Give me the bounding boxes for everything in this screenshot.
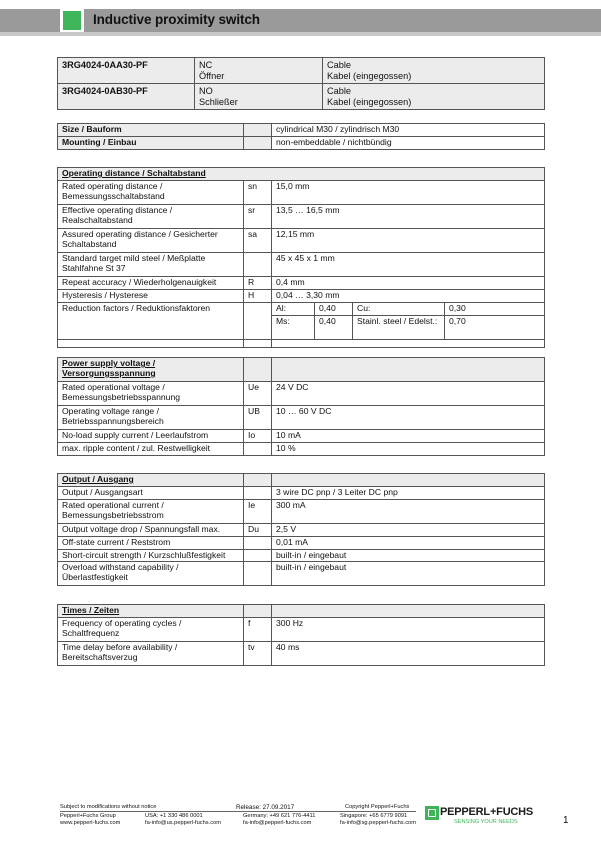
spec-label: Mounting / Einbau — [58, 136, 244, 149]
spec-value: 0,01 mA — [272, 536, 545, 549]
footer-de-mail[interactable]: fa-info@pepperl-fuchs.com — [243, 820, 312, 827]
table-row — [58, 549, 545, 562]
footer-sg-phone: Singapore: +65 6779 9091 — [340, 813, 408, 819]
spec-symbol: UB — [244, 406, 272, 430]
section-heading: Power supply voltage / Versorgungsspannung — [58, 358, 545, 382]
reduction-ms-label: Ms: — [272, 315, 315, 339]
table-row — [58, 641, 545, 665]
spec-label: Output / Ausgangsart — [58, 486, 244, 499]
footer-group: Pepperl+Fuchs Group — [60, 813, 116, 819]
output-table — [57, 473, 545, 586]
spec-value: 300 mA — [272, 499, 545, 523]
spec-label: Repeat accuracy / Wiederholgenauigkeit — [58, 276, 244, 289]
spec-symbol: Ie — [244, 499, 272, 523]
spec-symbol: H — [244, 289, 272, 302]
reduction-ms-value: 0,40 — [315, 315, 353, 339]
spec-symbol: tv — [244, 641, 272, 665]
footer-usa-phone: USA: +1 330 486 0001 — [145, 813, 203, 819]
table-row — [58, 499, 545, 523]
variant-connection: Cable Kabel (eingegossen) — [323, 84, 545, 110]
table-row — [58, 302, 545, 315]
footer-de-phone: Germany: +49 621 776-4411 — [243, 813, 316, 819]
table-row — [58, 289, 545, 302]
spec-symbol — [244, 252, 272, 276]
section-heading: Output / Ausgang — [58, 474, 545, 487]
spec-value: built-in / eingebaut — [272, 562, 545, 586]
spec-value: 40 ms — [272, 641, 545, 665]
table-row — [58, 252, 545, 276]
spec-symbol: sn — [244, 180, 272, 204]
page-number: 1 — [563, 815, 569, 826]
spec-symbol: f — [244, 617, 272, 641]
spec-label: Reduction factors / Reduktionsfaktoren — [58, 302, 244, 339]
spec-value: 10 % — [272, 442, 545, 455]
spec-value: 15,0 mm — [272, 180, 545, 204]
reduction-cu-value: 0,30 — [445, 302, 545, 315]
spec-label: max. ripple content / zul. Restwelligkeit — [58, 442, 244, 455]
spec-label: Frequency of operating cycles / Schaltfrequenz — [58, 617, 244, 641]
variant-contact: NO Schließer — [195, 84, 323, 110]
table-row — [58, 84, 545, 110]
spec-value: 45 x 45 x 1 mm — [272, 252, 545, 276]
spec-label: Assured operating distance / Gesicherter Schaltabstand — [58, 228, 244, 252]
section-heading: Operating distance / Schaltabstand — [58, 168, 545, 181]
brand-name: PEPPERL+FUCHS — [440, 806, 534, 818]
footer-usa — [145, 813, 221, 827]
footer-germany — [243, 813, 315, 827]
reduction-steel-label: Stainl. steel / Edelst.: — [353, 315, 445, 339]
spec-value: 0,4 mm — [272, 276, 545, 289]
table-row — [58, 562, 545, 586]
spec-label: Rated operating distance / Bemessungsschaltabstand — [58, 180, 244, 204]
brand-slogan: SENSING YOUR NEEDS — [454, 819, 518, 825]
section-heading: Times / Zeiten — [58, 605, 545, 618]
spec-label: Short-circuit strength / Kurzschlußfestigkeit — [58, 549, 244, 562]
reduction-cu-label: Cu: — [353, 302, 445, 315]
variant-code: 3RG4024-0AA30-PF — [58, 58, 195, 84]
spec-label: No-load supply current / Leerlaufstrom — [58, 430, 244, 443]
footer-company — [60, 813, 120, 827]
spec-value: 2,5 V — [272, 523, 545, 536]
spec-value: 13,5 … 16,5 mm — [272, 204, 545, 228]
table-row — [58, 124, 545, 137]
footer-web[interactable]: www.pepperl-fuchs.com — [60, 820, 121, 827]
spec-label: Operating voltage range / Betriebsspannungsbereich — [58, 406, 244, 430]
table-row — [58, 617, 545, 641]
footer-release: Release: 27.09.2017 — [236, 804, 295, 811]
spec-label: Time delay before availability / Bereitschaftsverzug — [58, 641, 244, 665]
variants-table — [57, 57, 545, 110]
spec-label: Output voltage drop / Spannungsfall max. — [58, 523, 244, 536]
power-supply-table — [57, 357, 545, 456]
spec-label: Rated operational current / Bemessungsbetriebsstrom — [58, 499, 244, 523]
header-bar — [0, 9, 601, 32]
spec-value: 3 wire DC pnp / 3 Leiter DC pnp — [272, 486, 545, 499]
table-row — [58, 136, 545, 149]
reduction-al-value: 0,40 — [315, 302, 353, 315]
spec-label: Size / Bauform — [58, 124, 244, 137]
operating-distance-table — [57, 167, 545, 348]
table-row — [58, 536, 545, 549]
table-row — [58, 228, 545, 252]
table-row — [58, 276, 545, 289]
spec-symbol: Ue — [244, 382, 272, 406]
variant-code: 3RG4024-0AB30-PF — [58, 84, 195, 110]
spec-value: non-embeddable / nichtbündig — [272, 136, 545, 149]
table-row — [58, 204, 545, 228]
spec-symbol — [244, 562, 272, 586]
spec-value: 300 Hz — [272, 617, 545, 641]
spec-label: Standard target mild steel / Meßplatte Stahlfahne St 37 — [58, 252, 244, 276]
variant-connection: Cable Kabel (eingegossen) — [323, 58, 545, 84]
reduction-steel-value: 0,70 — [445, 315, 545, 339]
spec-label: Off-state current / Reststrom — [58, 536, 244, 549]
spec-value: 10 … 60 V DC — [272, 406, 545, 430]
footer-singapore — [340, 813, 416, 827]
spec-label: Hysteresis / Hysterese — [58, 289, 244, 302]
footer-divider — [60, 811, 416, 812]
spec-label: Effective operating distance / Realschaltabstand — [58, 204, 244, 228]
header-divider — [0, 32, 601, 36]
spec-symbol: sr — [244, 204, 272, 228]
spec-symbol — [244, 136, 272, 149]
footer-sg-mail[interactable]: fa-info@sg.pepperl-fuchs.com — [340, 820, 416, 827]
spec-symbol — [244, 302, 272, 339]
brand-logo-icon — [425, 806, 439, 820]
spec-symbol — [244, 124, 272, 137]
table-row — [58, 523, 545, 536]
table-row — [58, 442, 545, 455]
spec-symbol — [244, 442, 272, 455]
variant-contact: NC Öffner — [195, 58, 323, 84]
reduction-al-label: Al: — [272, 302, 315, 315]
table-row — [58, 382, 545, 406]
spec-value: built-in / eingebaut — [272, 549, 545, 562]
table-row — [58, 486, 545, 499]
table-row — [58, 406, 545, 430]
spec-value: 12,15 mm — [272, 228, 545, 252]
spec-label: Overload withstand capability / Überlastfestigkeit — [58, 562, 244, 586]
spec-label: Rated operational voltage / Bemessungsbetriebsspannung — [58, 382, 244, 406]
spec-symbol: sa — [244, 228, 272, 252]
times-table — [57, 604, 545, 666]
spec-symbol — [244, 536, 272, 549]
spec-symbol: R — [244, 276, 272, 289]
table-row — [58, 339, 545, 347]
spec-value: 0,04 … 3,30 mm — [272, 289, 545, 302]
spec-value: cylindrical M30 / zylindrisch M30 — [272, 124, 545, 137]
table-row — [58, 58, 545, 84]
spec-symbol — [244, 486, 272, 499]
spec-symbol — [244, 549, 272, 562]
footer-subject: Subject to modifications without notice — [60, 804, 157, 810]
spec-value: 24 V DC — [272, 382, 545, 406]
brand-square-icon — [60, 8, 84, 33]
spec-symbol: Du — [244, 523, 272, 536]
spec-symbol: Io — [244, 430, 272, 443]
table-row — [58, 180, 545, 204]
footer-copyright: Copyright Pepperl+Fuchs — [345, 804, 410, 810]
spec-value: 10 mA — [272, 430, 545, 443]
footer-usa-mail[interactable]: fa-info@us.pepperl-fuchs.com — [145, 820, 221, 827]
table-row — [58, 430, 545, 443]
page-title: Inductive proximity switch — [93, 12, 260, 27]
general-table — [57, 123, 545, 150]
